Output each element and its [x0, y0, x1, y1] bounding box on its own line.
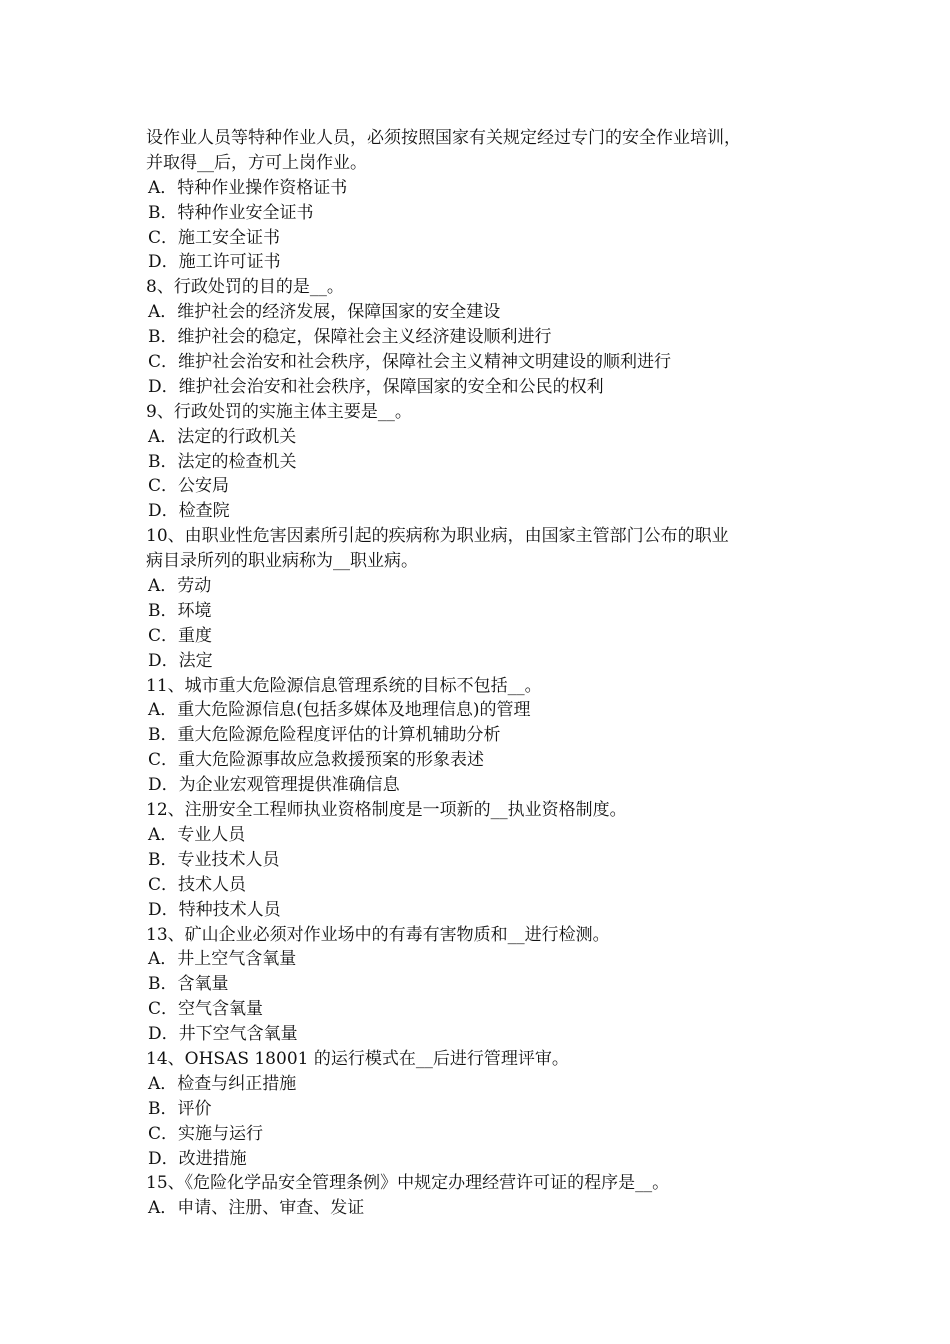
answer-option: B．环境 — [148, 600, 212, 621]
question-text: 13、矿山企业必须对作业场中的有毒有害物质和__进行检测。 — [146, 924, 610, 945]
question-text: 设作业人员等特种作业人员，必须按照国家有关规定经过专门的安全作业培训， — [146, 128, 741, 148]
answer-option: D．井下空气含氧量 — [148, 1024, 298, 1045]
answer-option: B．维护社会的稳定，保障社会主义经济建设顺利进行 — [148, 327, 552, 348]
question-text: 15、《危险化学品安全管理条例》中规定办理经营许可证的程序是__。 — [146, 1173, 670, 1194]
answer-option: C．维护社会治安和社会秩序，保障社会主义精神文明建设的顺利进行 — [148, 352, 672, 373]
answer-option: A．劳动 — [148, 576, 212, 597]
answer-option: D．特种技术人员 — [148, 899, 281, 920]
answer-option: A．检查与纠正措施 — [148, 1073, 297, 1094]
answer-option: A．法定的行政机关 — [148, 426, 297, 447]
question-text: 9、行政处罚的实施主体主要是__。 — [146, 401, 412, 422]
answer-option: D．改进措施 — [148, 1148, 247, 1169]
answer-option: B．专业技术人员 — [148, 849, 280, 870]
question-text: 14、OHSAS 18001 的运行模式在__后进行管理评审。 — [146, 1048, 569, 1069]
question-text: 12、注册安全工程师执业资格制度是一项新的__执业资格制度。 — [146, 800, 627, 821]
answer-option: D．检查院 — [148, 501, 230, 522]
answer-option: B．特种作业安全证书 — [148, 202, 314, 223]
answer-option: A．井上空气含氧量 — [148, 949, 297, 970]
document-body — [146, 126, 826, 1221]
answer-option: C．公安局 — [148, 476, 230, 497]
answer-option: C．重度 — [148, 625, 213, 646]
answer-option: D．维护社会治安和社会秩序，保障国家的安全和公民的权利 — [148, 376, 604, 397]
answer-option: C．空气含氧量 — [148, 999, 264, 1020]
answer-option: C．重大危险源事故应急救援预案的形象表述 — [148, 750, 485, 771]
answer-option: B．重大危险源危险程度评估的计算机辅助分析 — [148, 725, 501, 746]
question-text: 并取得__后，方可上岗作业。 — [146, 152, 367, 173]
answer-option: D．施工许可证书 — [148, 252, 281, 273]
question-text: 10、由职业性危害因素所引起的疾病称为职业病，由国家主管部门公布的职业 — [146, 526, 729, 547]
answer-option: A．维护社会的经济发展，保障国家的安全建设 — [148, 302, 501, 323]
question-text: 8、行政处罚的目的是__。 — [146, 277, 344, 298]
answer-option: C．技术人员 — [148, 874, 247, 895]
question-text: 病目录所列的职业病称为__职业病。 — [146, 551, 418, 572]
question-text: 11、城市重大危险源信息管理系统的目标不包括__。 — [146, 675, 542, 696]
answer-option: C．施工安全证书 — [148, 227, 281, 248]
answer-option: B．评价 — [148, 1098, 212, 1119]
answer-option: D．为企业宏观管理提供准确信息 — [148, 775, 400, 796]
answer-option: D．法定 — [148, 650, 213, 671]
answer-option: B．法定的检查机关 — [148, 451, 297, 472]
answer-option: C．实施与运行 — [148, 1123, 264, 1144]
answer-option: A．申请、注册、审查、发证 — [148, 1198, 365, 1219]
answer-option: B．含氧量 — [148, 974, 229, 995]
answer-option: A．重大危险源信息(包括多媒体及地理信息)的管理 — [148, 700, 531, 721]
answer-option: A．特种作业操作资格证书 — [148, 177, 348, 198]
answer-option: A．专业人员 — [148, 824, 246, 845]
